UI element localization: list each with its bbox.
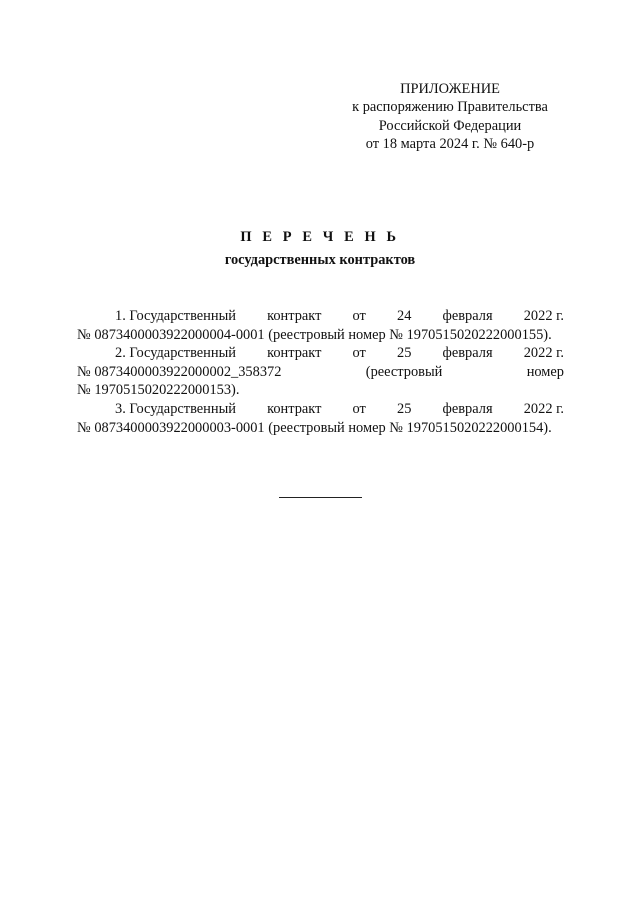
- item-word: 25: [397, 400, 412, 417]
- annex-line-order: к распоряжению Правительства: [352, 99, 548, 116]
- item-word: 1. Государственный: [115, 308, 236, 324]
- contract-list: [77, 307, 564, 437]
- item-line: [77, 307, 564, 326]
- item-line: [77, 363, 564, 382]
- document-subtitle: государственных контрактов: [224, 252, 416, 268]
- item-word: февраля: [442, 308, 493, 324]
- item-word: от: [352, 400, 366, 417]
- item-word: № 0873400003922000002_358372: [77, 363, 282, 380]
- item-word: контракт: [267, 400, 322, 417]
- annex-heading: ПРИЛОЖЕНИЕ: [400, 81, 500, 97]
- item-line-last: № 0873400003922000003-0001 (реестровый номер № 1970515020222000154).: [77, 419, 552, 436]
- item-line-last: № 0873400003922000004-0001 (реестровый номер № 1970515020222000155).: [77, 326, 552, 343]
- item-word: 2022 г.: [523, 308, 564, 324]
- item-word: от: [352, 345, 366, 362]
- item-word: 2. Государственный: [115, 345, 236, 362]
- item-word: 2022 г.: [523, 345, 564, 362]
- item-word: февраля: [442, 345, 493, 362]
- list-item: [77, 344, 564, 400]
- item-line: [77, 344, 564, 363]
- item-word: контракт: [267, 345, 322, 362]
- annex-block: [340, 80, 560, 154]
- item-word: 24: [397, 308, 412, 324]
- item-line-last: № 1970515020222000153).: [77, 382, 240, 399]
- item-word: (реестровый: [365, 363, 443, 380]
- item-word: от: [352, 308, 366, 324]
- end-divider: [279, 497, 362, 498]
- item-word: 2022 г.: [523, 400, 564, 417]
- item-word: контракт: [267, 308, 322, 324]
- annex-line-date: от 18 марта 2024 г. № 640-р: [365, 136, 535, 153]
- annex-line-federation: Российской Федерации: [378, 117, 522, 134]
- item-word: февраля: [442, 400, 493, 417]
- item-word: номер: [526, 363, 564, 380]
- list-item: [77, 307, 564, 344]
- item-word: 3. Государственный: [115, 400, 236, 417]
- document-title: П Е Р Е Ч Е Н Ь: [240, 229, 400, 245]
- list-item: [77, 400, 564, 437]
- item-line: [77, 400, 564, 419]
- item-word: 25: [397, 345, 412, 362]
